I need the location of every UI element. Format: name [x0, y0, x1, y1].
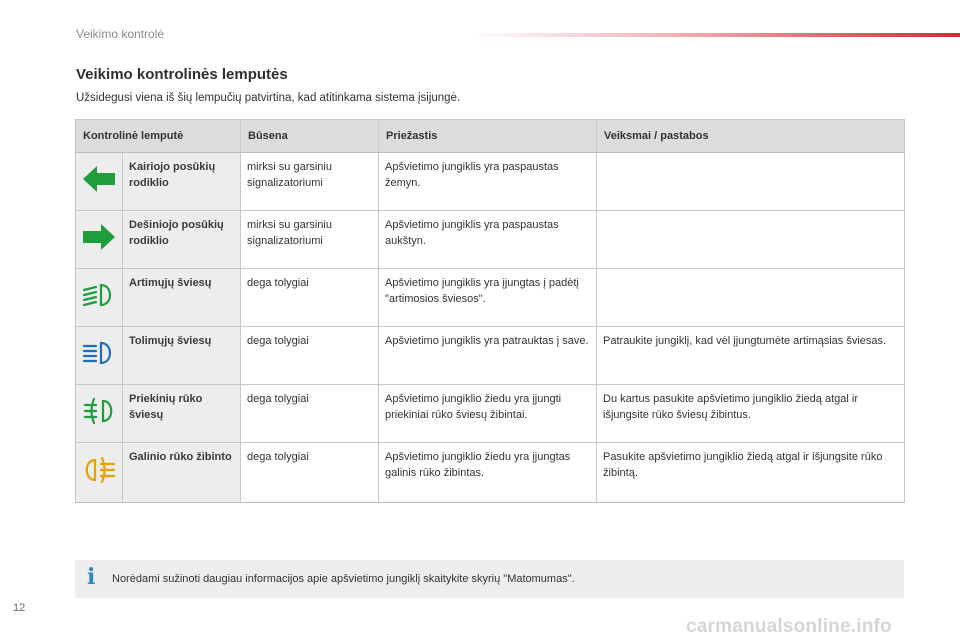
- header-cause: Priežastis: [379, 120, 597, 153]
- header-actions: Veiksmai / pastabos: [597, 120, 905, 153]
- info-note: [75, 560, 904, 598]
- lamp-name: Artimųjų šviesų: [123, 269, 241, 327]
- lamp-action: Du kartus pasukite apšvietimo jungiklio žiedą atgal ir išjungsite rūko šviesų žibintus.: [597, 385, 905, 443]
- lamp-cause: Apšvietimo jungiklio žiedu yra įjungti priekiniai rūko šviesų žibintai.: [379, 385, 597, 443]
- front-fog-lamp-icon: [76, 385, 123, 443]
- table-row: [76, 153, 905, 211]
- info-note-text: Norėdami sužinoti daugiau informacijos apie apšvietimo jungiklį skaitykite skyrių "Matomumas".: [112, 573, 575, 585]
- lamp-status: mirksi su garsiniu signalizatoriumi: [241, 153, 379, 211]
- lamp-action: Patraukite jungiklį, kad vėl įjungtumėte artimąsias šviesas.: [597, 327, 905, 385]
- section-title: Veikimo kontrolinės lemputės: [76, 66, 288, 83]
- dipped-beam-icon: [76, 269, 123, 327]
- lamp-status: mirksi su garsiniu signalizatoriumi: [241, 211, 379, 269]
- lamp-status: dega tolygiai: [241, 327, 379, 385]
- lamp-name: Priekinių rūko šviesų: [123, 385, 241, 443]
- page-number: 12: [13, 602, 26, 614]
- running-header: Veikimo kontrolė: [76, 27, 165, 41]
- table-row: [76, 385, 905, 443]
- table-row: [76, 327, 905, 385]
- right-turn-indicator-icon: [76, 211, 123, 269]
- lamp-action: [597, 269, 905, 327]
- header-lamp: Kontrolinė lemputė: [76, 120, 241, 153]
- main-beam-icon: [76, 327, 123, 385]
- left-turn-indicator-icon: [76, 153, 123, 211]
- lamp-cause: Apšvietimo jungiklis yra patrauktas į save.: [379, 327, 597, 385]
- lamp-name: Tolimųjų šviesų: [123, 327, 241, 385]
- table-row: [76, 443, 905, 503]
- info-icon: i: [87, 564, 96, 590]
- watermark: carmanualsonline.info: [686, 616, 892, 637]
- lamp-action: [597, 153, 905, 211]
- lamp-status: dega tolygiai: [241, 443, 379, 503]
- lamp-action: [597, 211, 905, 269]
- lamp-action: Pasukite apšvietimo jungiklio žiedą atgal ir išjungsite rūko žibintą.: [597, 443, 905, 503]
- lamp-cause: Apšvietimo jungiklio žiedu yra įjungtas galinis rūko žibintas.: [379, 443, 597, 503]
- lamp-cause: Apšvietimo jungiklis yra paspaustas žemyn.: [379, 153, 597, 211]
- header-accent-line: [470, 33, 960, 37]
- table-row: [76, 211, 905, 269]
- lamp-name: Dešiniojo posūkių rodiklio: [123, 211, 241, 269]
- table-row: [76, 269, 905, 327]
- lamp-name: Galinio rūko žibinto: [123, 443, 241, 503]
- table-header-row: [76, 120, 905, 153]
- intro-text: Užsidegusi viena iš šių lempučių patvirtina, kad atitinkama sistema įsijungė.: [76, 92, 461, 104]
- warning-lamps-table: [75, 119, 905, 503]
- rear-fog-lamp-icon: [76, 443, 123, 503]
- lamp-name: Kairiojo posūkių rodiklio: [123, 153, 241, 211]
- lamp-status: dega tolygiai: [241, 269, 379, 327]
- lamp-cause: Apšvietimo jungiklis yra paspaustas aukštyn.: [379, 211, 597, 269]
- lamp-status: dega tolygiai: [241, 385, 379, 443]
- header-status: Būsena: [241, 120, 379, 153]
- lamp-cause: Apšvietimo jungiklis yra įjungtas į padėtį "artimosios šviesos".: [379, 269, 597, 327]
